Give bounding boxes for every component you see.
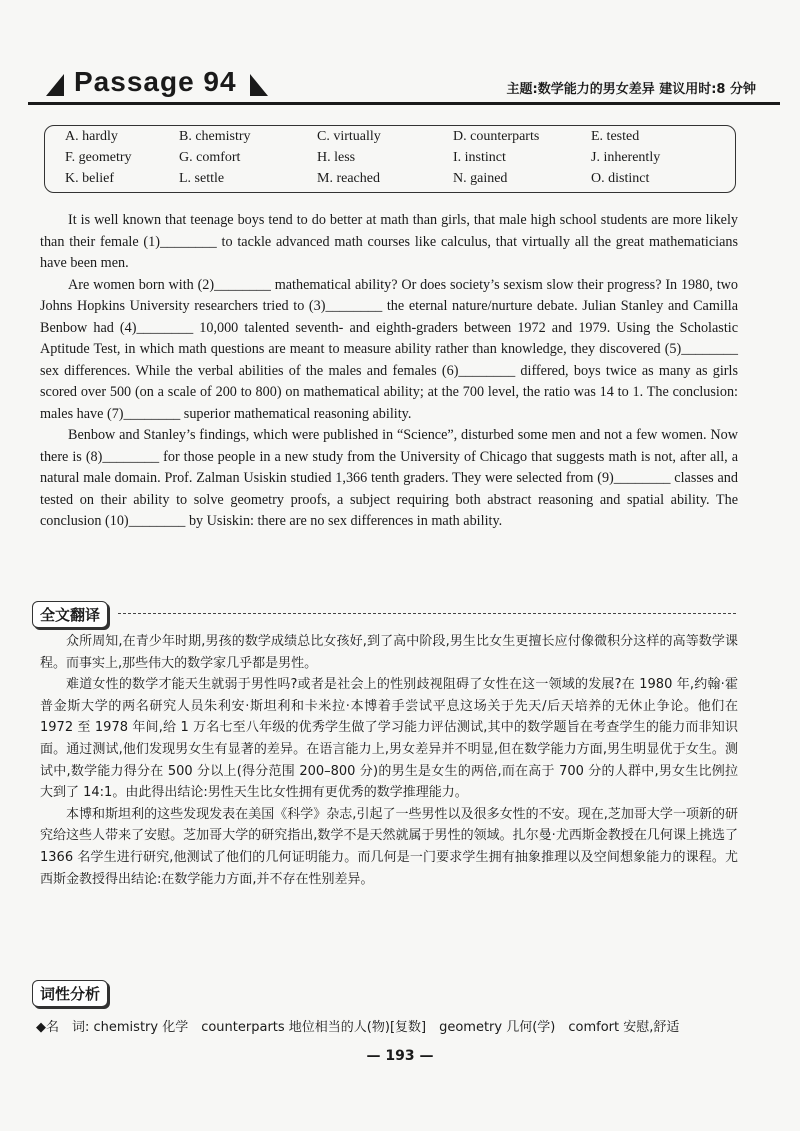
chinese-translation — [40, 631, 738, 890]
word-bank — [44, 125, 736, 193]
option: E. tested — [591, 129, 640, 144]
option: B. chemistry — [179, 129, 251, 144]
word-bank-row — [45, 171, 735, 191]
option: J. inherently — [591, 150, 661, 165]
passage-paragraph: Are women born with (2)________ mathematical ability? Or does society’s sexism slow their progress? In 1980, two Johns Hopkins University researchers tried to (3)________ the eternal nature/nurture debate. Julian Stanley and Camilla Benbow had (4)________ 10,000 talented seventh- and eighth-graders between 1972 and 1979. Using the Scholastic Aptitude Test, in which math questions are meant to measure ability rather than knowledge, they discovered (5)________ sex differences. While the verbal abilities of the males and females (6)________ differed, boys twice as many as girls scored over 500 (on a scale of 200 to 800) on mathematical ability; at the 700 level, the ratio was 14 to 1. The conclusion: males have (7)________ superior mathematical reasoning ability. — [40, 276, 738, 422]
option: G. comfort — [179, 150, 241, 165]
english-passage — [40, 210, 738, 533]
page-number: — 193 — — [366, 1048, 434, 1064]
triangle-right-icon — [250, 74, 268, 96]
option: H. less — [317, 150, 356, 165]
word-bank-row — [45, 129, 735, 149]
option: C. virtually — [317, 129, 381, 144]
passage-header — [28, 64, 780, 106]
option: F. geometry — [65, 150, 132, 165]
vocab-line: ◆名 词: chemistry 化学 counterparts 地位相当的人(物)[复数] geometry 几何(学) comfort 安慰,舒适 — [36, 1020, 680, 1035]
word-bank-row — [45, 150, 735, 170]
passage-paragraph: Benbow and Stanley’s findings, which were published in “Science”, disturbed some men and not a few women. Now there is (8)________ for those people in a new study from the University of Chicago that suggests math is not, after all, a natural male domain. Prof. Zalman Usiskin studied 1,366 tenth graders. They were selected from (9)________ classes and tested on their ability to solve geometry proofs, a subject requiring both abstract reasoning and spatial ability. The conclusion (10)________ by Usiskin: there are no sex differences in math ability. — [40, 427, 738, 529]
option: I. instinct — [453, 150, 506, 165]
triangle-left-icon — [46, 74, 64, 96]
translation-paragraph: 本博和斯坦利的这些发现发表在美国《科学》杂志,引起了一些男性以及很多女性的不安。现在,芝加哥大学一项新的研究给这些人带来了安慰。芝加哥大学的研究指出,数学不是天然就属于男性的领域。扎尔曼·尤西斯金教授在几何课上挑选了 1366 名学生进行研究,他测试了他们的几何证明能力。而几何是一门要求学生拥有抽象推理以及空间想象能力的课程。尤西斯金教授得出结论:在数学能力方面,并不存在性别差异。 — [40, 806, 738, 887]
translation-paragraph: 难道女性的数学才能天生就弱于男性吗?或者是社会上的性别歧视阻碍了女性在这一领域的发展?在 1980 年,约翰·霍普金斯大学的两名研究人员朱利安·斯坦利和卡米拉·本博着手尝试平息这场关于先天/后天培养的无休止争论。他们在 1972 至 1978 年间,给 1 万名七至八年级的优秀学生做了学习能力评估测试,其中的数学题旨在考查学生的能力而非知识面。通过测试,他们发现男女生有显著的差异。在语言能力上,男女差异并不明显,但在数学能力方面,男生明显优于女生。测试中,数学能力得分在 500 分以上(得分范围 200–800 分)的男生是女生的两倍,而在高于 700 分的人群中,男女生比例拉大到了 14:1。由此得出结论:男性天生比女性拥有更优秀的数学推理能力。 — [40, 677, 738, 801]
passage-topic: 主题:数学能力的男女差异 建议用时:8 分钟 — [506, 82, 756, 97]
option: K. belief — [65, 171, 114, 186]
vocab-heading: 词性分析 — [32, 980, 108, 1007]
option: M. reached — [317, 171, 380, 186]
dashed-divider — [118, 613, 736, 614]
option: D. counterparts — [453, 129, 540, 144]
option: N. gained — [453, 171, 508, 186]
passage-paragraph: It is well known that teenage boys tend to do better at math than girls, that male high school students are more likely than their female (1)________ to tackle advanced math courses like calculus, that virtually all the great mathematicians have been men. — [40, 212, 738, 271]
header-rule — [28, 102, 780, 105]
option: O. distinct — [591, 171, 650, 186]
passage-title: Passage 94 — [74, 66, 237, 97]
option: L. settle — [179, 171, 225, 186]
translation-paragraph: 众所周知,在青少年时期,男孩的数学成绩总比女孩好,到了高中阶段,男生比女生更擅长应付像微积分这样的高等数学课程。而事实上,那些伟大的数学家几乎都是男性。 — [40, 634, 738, 671]
translation-heading: 全文翻译 — [32, 601, 108, 628]
option: A. hardly — [65, 129, 118, 144]
